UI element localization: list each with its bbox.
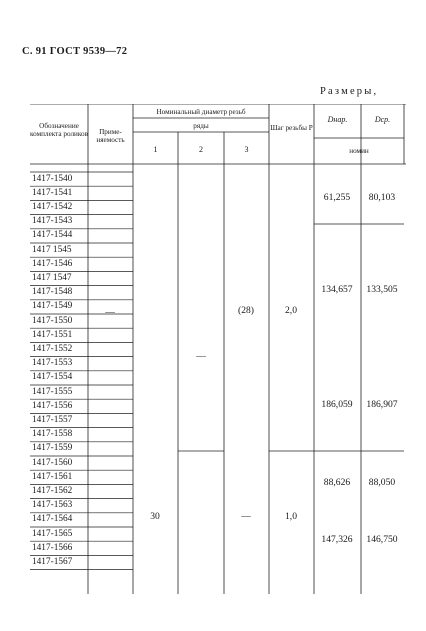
header-applicability: Приме-няемость — [96, 128, 125, 145]
group2-row1: 30 — [150, 511, 160, 522]
d-sr-value: 146,750 — [366, 534, 398, 545]
designation-code: 1417-1562 — [32, 486, 73, 496]
designation-code: 1417-1559 — [32, 443, 73, 453]
designation-code: 1417-1549 — [32, 301, 73, 311]
designation-code: 1417-1550 — [32, 316, 73, 326]
designation-code: 1417-1564 — [32, 514, 73, 524]
designation-code: 1417-1552 — [32, 344, 73, 354]
page-header: С. 91 ГОСТ 9539—72 — [22, 46, 128, 57]
header-row-2: 2 — [199, 145, 203, 154]
header-nominal-diameter: Номинальный диаметр резьб — [156, 108, 246, 116]
designation-code: 1417-1551 — [32, 330, 73, 340]
designation-code: 1417-1553 — [32, 358, 73, 368]
designation-code: 1417-1566 — [32, 543, 73, 553]
d-sr-value: 186,907 — [366, 399, 398, 410]
designation-code: 1417-1555 — [32, 387, 73, 397]
header-row-1: 1 — [153, 145, 158, 154]
designation-code: 1417-1567 — [32, 557, 73, 567]
designation-code: 1417-1542 — [32, 202, 73, 212]
d-nar-value: 186,059 — [321, 399, 353, 410]
group2-row3: — — [241, 511, 251, 522]
designation-code: 1417-1540 — [32, 174, 73, 184]
header-designation: Обозначение комплекта роликов — [30, 122, 89, 139]
designation-code: 1417 1547 — [32, 273, 72, 283]
designation-code: 1417-1558 — [32, 429, 73, 439]
d-sr-value: 80,103 — [368, 192, 396, 203]
designation-code: 1417-1561 — [32, 472, 73, 482]
d-nar-value: 147,326 — [321, 534, 353, 545]
dimensions-table — [30, 104, 406, 594]
designation-code: 1417-1546 — [32, 259, 73, 269]
group1-pitch: 2,0 — [285, 305, 297, 316]
d-nar-value: 61,255 — [323, 192, 351, 203]
table-grid-lines — [30, 104, 406, 594]
designation-code: 1417 1545 — [32, 245, 72, 255]
group2-pitch: 1,0 — [285, 511, 297, 522]
designation-code: 1417-1563 — [32, 500, 73, 510]
designation-code: 1417-1560 — [32, 458, 73, 468]
d-nar-value: 88,626 — [323, 477, 351, 488]
d-sr-value: 88,050 — [368, 477, 396, 488]
d-nar-value: 134,657 — [321, 284, 353, 295]
designation-code: 1417-1541 — [32, 188, 73, 198]
designation-code: 1417-1565 — [32, 529, 73, 539]
designation-code: 1417-1556 — [32, 401, 73, 411]
header-nominal: номин — [349, 147, 369, 155]
designation-code: 1417-1548 — [32, 287, 73, 297]
designation-code: 1417-1544 — [32, 230, 73, 240]
group1-row2: — — [196, 351, 206, 362]
header-pitch: Шаг резьбы P — [270, 124, 313, 132]
d-sr-value: 133,505 — [366, 284, 398, 295]
group1-applicability: — — [105, 307, 115, 318]
header-rows: ряды — [193, 122, 209, 130]
table-caption: Размеры, — [320, 86, 379, 97]
header-row-3: 3 — [244, 145, 249, 154]
header-d-nar: Dнар. — [327, 115, 348, 124]
designation-code: 1417-1557 — [32, 415, 73, 425]
designation-code: 1417-1554 — [32, 372, 73, 382]
designation-code: 1417-1543 — [32, 216, 73, 226]
header-d-sr: Dср. — [374, 115, 391, 124]
group1-row3: (28) — [238, 305, 254, 316]
